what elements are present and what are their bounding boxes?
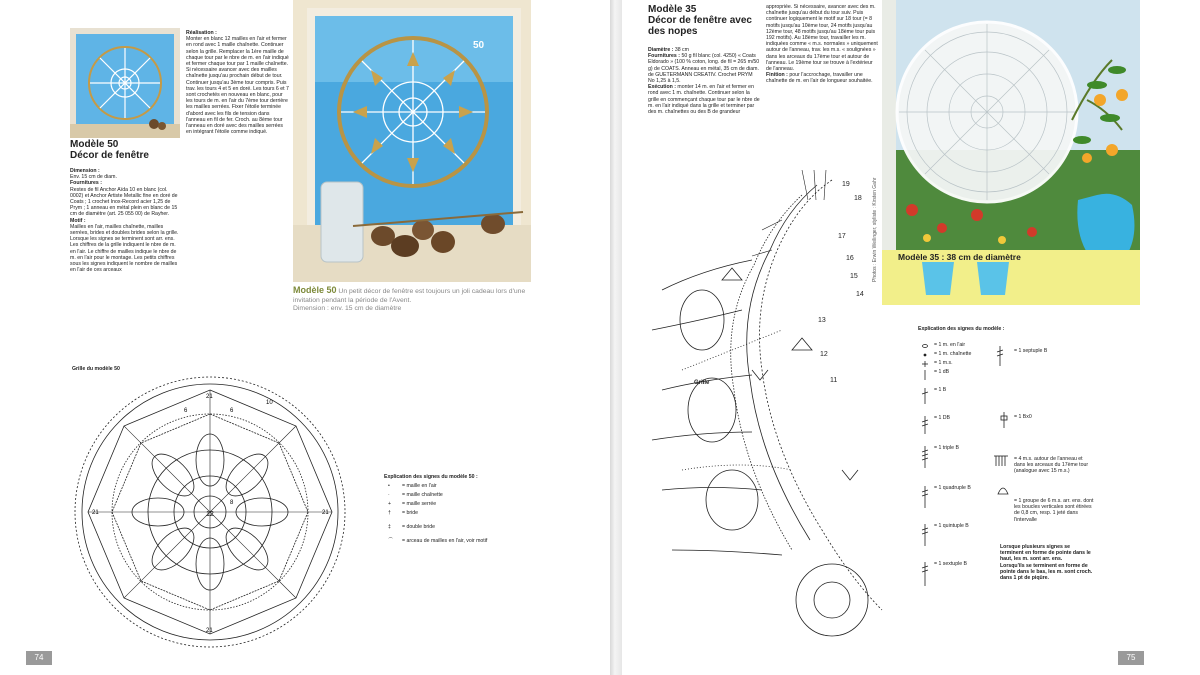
- legend-entry: = 4 m.s. autour de l'anneau et dans les arceaux du 17ème tour (analogue avec 15 m.s.): [1014, 456, 1089, 475]
- grid-number: 21: [92, 510, 99, 516]
- grid-label: Grille: [694, 380, 710, 386]
- realisation-label: Réalisation :: [186, 30, 217, 36]
- thumbnail-photo: [70, 28, 180, 138]
- supplies-label: Fournitures :: [648, 53, 680, 60]
- photo-caption-model-35: Modèle 35 : 38 cm de diamètre: [898, 252, 1021, 262]
- legend-entry: = 1 dB: [934, 369, 950, 375]
- legend-symbols-left: [918, 342, 932, 592]
- pattern-text: Mailles en l'air, mailles chaînette, mailles serrées, brides et doubles brides selon la grille. Lorsque les signes se terminent sont arr. ens. Les chiffres de la grille indiquent le nbre de m. en l'air. Le chiffre de mailles indique le nbre de m. en l'air pour le montage. Les petits chiffres sous les signes indiquent le nombre de mailles en l'air de ces arceaux: [70, 223, 179, 274]
- finishing-label: Finition :: [766, 72, 788, 79]
- grid-row-number: 17: [838, 233, 846, 240]
- window-doily-image: [293, 0, 531, 282]
- legend-text: = arceau de mailles en l'air, voir motif: [402, 538, 488, 545]
- legend-entry: = 1 quintuple B: [934, 523, 969, 529]
- grid-number: 21: [206, 394, 213, 400]
- legend-text: = bride: [402, 510, 419, 517]
- legend-entry: = 1 Bx0: [1014, 414, 1032, 420]
- caption-model: Modèle 50: [293, 285, 337, 295]
- supplies-text: 50 g fil blanc (col. 4250) « Coats Eldorado » (100 % coton, long. de fil = 265 m/50 g) de COATS. Anneau en métal, 35 cm de diam. de GUETERMANN CREATIV. Crochet PRYM No 1,25 à 1,5.: [648, 53, 760, 85]
- diameter-label: Diamètre :: [648, 47, 674, 53]
- page-number-left: 74: [26, 651, 52, 665]
- grid-row-number: 13: [818, 317, 826, 324]
- left-specs: [70, 168, 180, 273]
- legend-entry: = 1 m. chaînette: [934, 351, 972, 357]
- grid-number: 6: [184, 408, 188, 414]
- grid-title: Grille du modèle 50: [72, 366, 120, 372]
- legend-entry: = 1 m.s.: [934, 360, 953, 366]
- realisation-block: [186, 30, 290, 135]
- legend-note-2: Lorsqu'ils se terminent en forme de pointe dans le bas, les m. sont croch. dans 1 pt de piqûre.: [1000, 562, 1093, 582]
- legend-symbol: ·: [388, 492, 390, 499]
- legend-entry: = 1 triple B: [934, 445, 959, 451]
- right-column-2: [766, 4, 878, 85]
- pattern-label: Motif :: [70, 217, 86, 224]
- execution-label: Exécution :: [648, 84, 676, 91]
- diameter-value: 38 cm: [674, 47, 689, 53]
- grid-number: 10: [266, 400, 273, 406]
- grid-diagram-model-50: [70, 372, 350, 652]
- legend-entry: = 1 septuple B: [1014, 348, 1048, 354]
- legend-model-50: [384, 474, 524, 547]
- execution-text: monter 14 m. en l'air et fermer en rond avec 1 m. chaînette. Continuer selon la grille en commençant chaque tour par le nbre de m. en l'air indiqué dans la grille et terminer par des m. chaînettes ou des B de grandeur: [648, 84, 760, 116]
- photo-credit: Photos : Erwin Weilinger, styliste : Kirsten Gahr: [872, 177, 878, 282]
- book-gutter: [610, 0, 622, 675]
- dimension-value: Env. 15 cm de diam.: [70, 174, 117, 181]
- legend-symbol: †: [388, 510, 391, 517]
- model-title: Modèle 35: [648, 4, 697, 15]
- grid-number: 21: [322, 510, 329, 516]
- grid-row-number: 18: [854, 195, 862, 202]
- caption-text: Un petit décor de fenêtre est toujours un joli cadeau lors d'une invitation pendant la période de l'Avent.: [293, 288, 526, 304]
- legend-entry: = 1 B: [934, 387, 947, 393]
- grid-row-number: 12: [820, 351, 828, 358]
- model-subtitle: Décor de fenêtre: [70, 150, 149, 161]
- legend-text: = maille chaînette: [402, 492, 443, 499]
- main-photo-model-50: [293, 0, 531, 282]
- legend-title-model-35: Explication des signes du modèle :: [918, 326, 1005, 332]
- grid-number: 8: [230, 500, 234, 506]
- grid-row-number: 19: [842, 181, 850, 188]
- legend-symbols-right: [994, 344, 1014, 504]
- legend-entry: = 1 quadruple B: [934, 485, 971, 491]
- photo-badge: 50: [473, 40, 485, 51]
- legend-symbol: ⌒: [388, 538, 394, 545]
- photo-caption: [293, 286, 533, 314]
- legend-entry: = 1 sextuple B: [934, 561, 968, 567]
- grid-row-number: 16: [846, 255, 854, 262]
- legend-entry: = 1 m. en l'air: [934, 342, 966, 348]
- caption-dimension: Dimension : env. 15 cm de diamètre: [293, 305, 402, 312]
- supplies-label: Fournitures :: [70, 180, 102, 187]
- grid-row-number: 15: [850, 273, 858, 280]
- legend-title: Explication des signes du modèle 50 :: [384, 474, 478, 480]
- legend-entry: = 1 DB: [934, 415, 951, 421]
- column2-text: appropriée. Si nécessaire, avancer avec des m. chaînette jusqu'au début du tour suiv. Puis continuer logiquement le motif sur 18 tour (= 8 motifs jusqu'au 10ème tour, 24 motifs jusqu'au 12ème tour, 48 motifs jusqu'au 18ème tour puis 192 motifs). Au 18ème tour, travailler les m. indiquées comme « m.s. normales » uniquement autour de l'anneau, trav. les m.s. « soulignées » dans les arceaux du 17ème tour et autour de l'anneau. Le 19ème tour se trouve à l'extérieur de l'anneau.: [766, 4, 878, 73]
- legend-entry: = 1 groupe de 6 m.s. arr. ens. dont les boucles verticales sont étirées de 0,8 cm, resp. 1 jeté dans l'intervalle: [1014, 498, 1094, 523]
- model-title: Modèle 50: [70, 139, 119, 150]
- right-page: [622, 0, 1200, 675]
- legend-symbol: •: [388, 483, 390, 490]
- grid-diagram-model-35: [642, 170, 902, 650]
- legend-symbol: +: [388, 501, 392, 508]
- legend-text: = maille en l'air: [402, 483, 437, 490]
- grid-row-number: 14: [856, 291, 864, 298]
- thumbnail-doily-image: [70, 28, 180, 138]
- legend-right-column: [1000, 348, 1095, 581]
- legend-symbol: ‡: [388, 524, 391, 531]
- main-photo-model-35: [882, 0, 1140, 305]
- grid-number: 21: [206, 628, 213, 634]
- model-subtitle: Décor de fenêtre avec des nopes: [648, 15, 752, 37]
- finishing-text: pour l'accrochage, travailler une chaînette de m. en l'air de longueur souhaitée.: [766, 72, 873, 85]
- realisation-text: Monter en blanc 12 mailles en l'air et fermer en rond avec 1 maille chaînette. Continuer selon la grille. Remplacer la 1ère maille de chaque tour par le nbre de m. en l'air indiqué et fermer chaque tour par 1 maille chaînette. Si nécessaire avancer avec des mailles chaînette jusqu'au prochain début de tour. Continuer jusqu'au 3ème tour compris. Puis trav. les tours 4 et 5 en doré. Les tours 6 et 7 sont crochetés en nouveau en blanc, pour les tours de m. en l'air du 7ème tour derrière les mailles serrées. Fixer l'étoile terminée d'abord avec les fils de tension dans l'anneau en fil de fer. Croch. au 8ème tour l'anneau en doré avec des mailles serrées en intégrant l'étoile comme indiqué.: [186, 36, 289, 136]
- right-specs: [648, 47, 760, 115]
- dimension-label: Dimension :: [70, 168, 100, 174]
- grid-row-number: 11: [830, 377, 838, 384]
- legend-text: = double bride: [402, 524, 436, 531]
- supplies-text: Restes de fil Anchor Aïda 10 en blanc (col. 0002) et Anchor Artiste Metallic fine en doré de Coats ; 1 crochet Inox-Record acier 1,25 de Prym ; 1 anneau en métal plein en blanc de 15 cm de diamètre (art. 25 055 00) de Rayher.: [70, 186, 178, 218]
- grid-number: 6: [230, 408, 234, 414]
- legend-note-1: Lorsque plusieurs signes se terminent en forme de pointe dans le haut, les m. sont arr. ens.: [1000, 544, 1091, 563]
- legend-text: = maille serrée: [402, 501, 437, 508]
- page-number-right: 75: [1118, 651, 1144, 665]
- grid-number: 12: [206, 511, 214, 518]
